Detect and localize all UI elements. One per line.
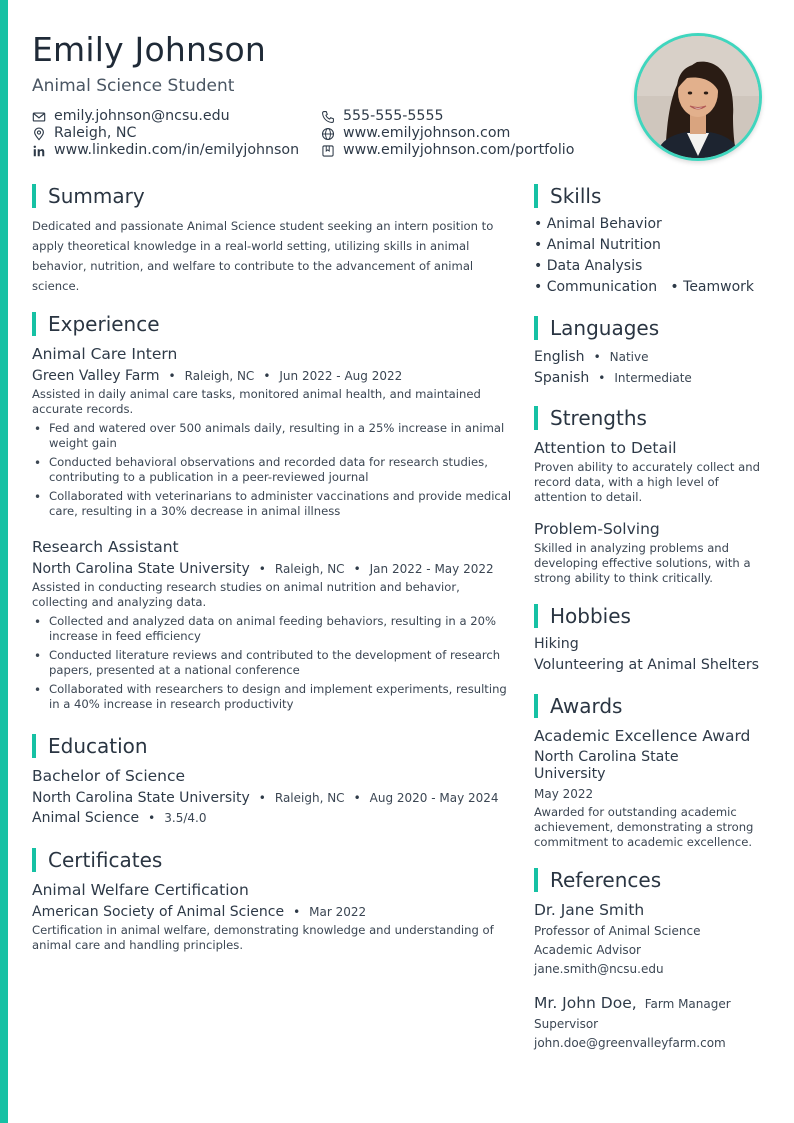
strength-name: Problem-Solving — [534, 520, 660, 538]
strength-description: Proven ability to accurately collect and record data, with a high level of attention to detail. — [534, 460, 760, 504]
language-level: Intermediate — [614, 371, 692, 385]
contact-email[interactable] — [32, 108, 230, 125]
skill-item: • Data Analysis — [534, 258, 643, 274]
award-date: May 2022 — [534, 787, 594, 801]
map-pin-icon — [32, 127, 46, 141]
job-company: Green Valley Farm — [32, 368, 160, 384]
contact-phone-text: 555-555-5555 — [343, 108, 444, 124]
award-issuer-line: University — [534, 766, 606, 782]
heading-accent — [32, 848, 36, 872]
contact-portfolio[interactable] — [321, 142, 574, 159]
separator-dot: • — [148, 811, 156, 825]
job-dates: Jan 2022 - May 2022 — [369, 562, 494, 576]
certificate-meta — [32, 904, 512, 920]
job-bullets — [32, 614, 512, 712]
job-meta — [32, 368, 512, 384]
strength-description: Skilled in analyzing problems and developing effective solutions, with a strong ability to think critically. — [534, 541, 751, 585]
experience-title: Experience — [48, 312, 160, 336]
reference-name: Dr. Jane Smith — [534, 901, 645, 919]
summary-text — [32, 216, 512, 296]
job-entry — [32, 538, 512, 716]
strength-name: Attention to Detail — [534, 439, 677, 457]
strength-item — [534, 439, 764, 505]
summary-line: behavior, nutrition, and welfare to contribute to the advancement of animal — [32, 259, 474, 273]
reference-position: Farm Manager — [644, 997, 731, 1011]
heading-accent — [534, 184, 538, 208]
language-item — [534, 368, 764, 389]
reference-email[interactable]: john.doe@greenvalleyfarm.com — [534, 1036, 726, 1050]
references-heading — [534, 868, 661, 892]
job-bullet: • Conducted literature reviews and contributed to the development of research papers, presented at a national conference — [32, 648, 512, 678]
certificate-entry — [32, 881, 512, 953]
heading-accent — [32, 184, 36, 208]
award-issuer-line: North Carolina State — [534, 749, 679, 765]
job-entry — [32, 345, 512, 523]
degree: Bachelor of Science — [32, 767, 186, 785]
award-description: Awarded for outstanding academic achievement, demonstrating a strong commitment to academic excellence. — [534, 805, 754, 849]
hobbies-title: Hobbies — [550, 604, 631, 628]
experience-heading — [32, 312, 160, 336]
job-title: Research Assistant — [32, 538, 179, 556]
reference-position: Professor of Animal Science — [534, 924, 701, 938]
summary-title: Summary — [48, 184, 145, 208]
awards-title: Awards — [550, 694, 623, 718]
awards-heading — [534, 694, 622, 718]
school: North Carolina State University — [32, 790, 250, 806]
job-bullet: • Collected and analyzed data on animal feeding behaviors, resulting in a 20% increase in feed efficiency — [32, 614, 512, 644]
gpa: 3.5/4.0 — [164, 811, 207, 825]
summary-line: science. — [32, 279, 80, 293]
candidate-role: Animal Science Student — [32, 76, 235, 96]
phone-icon — [321, 110, 335, 124]
heading-accent — [32, 734, 36, 758]
separator-dot: • — [293, 905, 301, 919]
contact-location — [32, 125, 136, 142]
skill-row: • Communication • Teamwork — [534, 279, 755, 295]
award-issuer — [534, 749, 764, 783]
skill-item: • Animal Nutrition — [534, 237, 661, 253]
certificate-date: Mar 2022 — [309, 905, 367, 919]
separator-dot: • — [353, 562, 361, 576]
education-entry — [32, 767, 512, 826]
contact-linkedin[interactable] — [32, 142, 299, 159]
job-location: Raleigh, NC — [274, 562, 345, 576]
strengths-title: Strengths — [550, 406, 647, 430]
profile-photo-image — [637, 36, 759, 158]
heading-accent — [32, 312, 36, 336]
heading-accent — [534, 604, 538, 628]
hobbies-list — [534, 634, 764, 676]
certificate-issuer: American Society of Animal Science — [32, 904, 285, 920]
job-dates: Jun 2022 - Aug 2022 — [279, 369, 403, 383]
job-bullet: • Conducted behavioral observations and recorded data for research studies, contributing to a publication in a peer-reviewed journal — [32, 455, 512, 485]
candidate-name: Emily Johnson — [32, 30, 267, 69]
separator-dot: • — [598, 371, 606, 385]
separator-dot: • — [263, 369, 271, 383]
bookmark-icon — [321, 144, 335, 158]
reference-relation: Supervisor — [534, 1017, 599, 1031]
reference-name-row — [534, 994, 764, 1012]
certificate-description: Certification in animal welfare, demonstrating knowledge and understanding of animal care and handling principles. — [32, 923, 494, 952]
skill-item: • Animal Behavior — [534, 216, 662, 232]
job-bullet: • Fed and watered over 500 animals daily, resulting in a 25% increase in animal weight gain — [32, 421, 512, 451]
separator-dot: • — [593, 350, 601, 364]
skills-list — [534, 214, 764, 298]
linkedin-icon — [32, 144, 46, 158]
job-bullet: • Collaborated with veterinarians to administer vaccinations and provide medical care, resulting in a 30% decrease in animal illness — [32, 489, 512, 519]
reference-email[interactable]: jane.smith@ncsu.edu — [534, 962, 664, 976]
certificates-title: Certificates — [48, 848, 163, 872]
heading-accent — [534, 316, 538, 340]
skill-label: Communication — [546, 279, 658, 295]
job-location: Raleigh, NC — [184, 369, 255, 383]
languages-heading — [534, 316, 659, 340]
job-title: Animal Care Intern — [32, 345, 178, 363]
languages-title: Languages — [550, 316, 660, 340]
summary-line: Dedicated and passionate Animal Science student seeking an intern position to — [32, 219, 494, 233]
summary-heading — [32, 184, 145, 208]
skills-title: Skills — [550, 184, 602, 208]
contact-location-text: Raleigh, NC — [54, 125, 137, 141]
language-name: Spanish — [534, 370, 590, 386]
heading-accent — [534, 406, 538, 430]
certificates-heading — [32, 848, 162, 872]
education-heading — [32, 734, 148, 758]
contact-website-text: www.emilyjohnson.com — [343, 125, 511, 141]
reference-item — [534, 901, 764, 976]
skill-label: Animal Nutrition — [546, 237, 661, 253]
job-bullets — [32, 421, 512, 519]
strength-item — [534, 520, 764, 586]
skill-label: Teamwork — [683, 279, 755, 295]
job-company: North Carolina State University — [32, 561, 250, 577]
education-field-row — [32, 810, 512, 826]
contact-phone[interactable] — [321, 108, 444, 125]
education-meta — [32, 790, 512, 806]
hobbies-heading — [534, 604, 631, 628]
job-meta — [32, 561, 512, 577]
education-location: Raleigh, NC — [274, 791, 345, 805]
contact-email-text: emily.johnson@ncsu.edu — [54, 108, 230, 124]
globe-icon — [321, 127, 335, 141]
heading-accent — [534, 868, 538, 892]
award-name: Academic Excellence Award — [534, 727, 751, 745]
reference-item — [534, 994, 764, 1050]
skill-label: Animal Behavior — [546, 216, 662, 232]
languages-list — [534, 347, 764, 389]
contact-website[interactable] — [321, 125, 510, 142]
hobby-item: Volunteering at Animal Shelters — [534, 657, 760, 673]
education-title: Education — [48, 734, 148, 758]
accent-bar — [0, 0, 8, 1123]
strengths-heading — [534, 406, 647, 430]
separator-dot: • — [258, 562, 266, 576]
education-dates: Aug 2020 - May 2024 — [369, 791, 499, 805]
award-entry — [534, 727, 764, 850]
summary-line: apply theoretical knowledge in a real-world setting, utilizing skills in animal — [32, 239, 470, 253]
field-of-study: Animal Science — [32, 810, 140, 826]
separator-dot: • — [168, 369, 176, 383]
profile-photo — [634, 33, 762, 161]
references-title: References — [550, 868, 662, 892]
separator-dot: • — [258, 791, 266, 805]
contact-portfolio-text: www.emilyjohnson.com/portfolio — [343, 142, 575, 158]
job-description: Assisted in daily animal care tasks, monitored animal health, and maintained accurate records. — [32, 387, 481, 416]
job-description: Assisted in conducting research studies on animal nutrition and behavior, collecting and analyzing data. — [32, 580, 460, 609]
language-level: Native — [609, 350, 649, 364]
contact-linkedin-text: www.linkedin.com/in/emilyjohnson — [54, 142, 300, 158]
skills-heading — [534, 184, 601, 208]
certificate-name: Animal Welfare Certification — [32, 881, 249, 899]
skill-label: Data Analysis — [546, 258, 643, 274]
separator-dot: • — [353, 791, 361, 805]
job-bullet: • Collaborated with researchers to design and implement experiments, resulting in a 40% increase in research productivity — [32, 682, 512, 712]
heading-accent — [534, 694, 538, 718]
reference-relation: Academic Advisor — [534, 943, 641, 957]
mail-icon — [32, 110, 46, 124]
language-name: English — [534, 349, 585, 365]
hobby-item: Hiking — [534, 636, 579, 652]
language-item — [534, 347, 764, 368]
reference-name: Mr. John Doe, — [534, 994, 637, 1012]
